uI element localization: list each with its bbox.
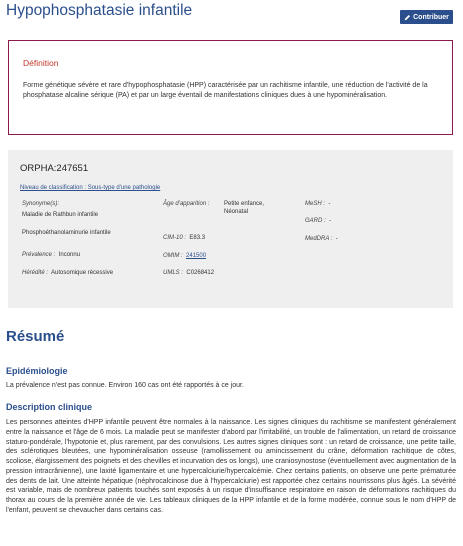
onset-value: Petite enfance, Néonatal [224,201,265,215]
contribute-button[interactable] [400,10,453,24]
classification-link[interactable]: Niveau de classification : Sous-type d'une pathologie [20,185,161,191]
mesh-field: MeSH : - [305,201,331,207]
orpha-code: ORPHA:247651 [20,163,89,174]
clinical-description-title: Description clinique [6,402,93,412]
umls-field: UMLS : C0268412 [163,270,215,276]
epidemiology-text: La prévalence n'est pas connue. Environ 160 cas ont été rapportés à ce jour. [6,382,244,389]
epidemiology-title: Epidémiologie [6,366,68,376]
contribute-label: Contribuer [413,13,449,21]
page-title: Hypophosphatasie infantile [6,2,193,19]
synonym-item: Phosphoéthanolaminurie infantile [22,230,111,236]
summary-title: Résumé [6,328,65,345]
prevalence-field: Prévalence : Inconnu [22,252,81,258]
definition-box [8,40,453,135]
clinical-description-text: Les personnes atteintes d'HPP infantile peuvent être normales à la naissance. Les signes cliniques du rachitisme se manifestent généralement entre la naissance et l'âge de 6 mois. La maladie peut se manifester d'abord par l'irritabilité, un trouble de l'alimentation, un retard de croissance staturo-pondérale, l'hypotonie et, plus rarement, par des convulsions. Les autres signes cliniques sont : un retard de croissance, une petite taille, des sclérotiques bleutées, une hypominéralisation osseuse (ramollissement ou amincissement du crâne, déformation rachitique de côtes, scoliose, élargissement des poignets et des chevilles et incurvation des os longs), une craniosynostose (éventuellement avec augmentation de la pression intracrânienne), une laxité ligamentaire et une hypercalciurie/hypercalcémie. Chez certains patients, on observe une perte prématurée des dents de lait. Une atteinte hépatique (néphrocalcinose due à l'hypercalciurie) est rapportée chez certains nourrissons plus âgés. La sévérité est variable, mais de nombreux patients touchés sont exposés à un risque d'insuffisance respiratoire en raison de déformations rachitiques du thorax au cours de la première année de vie. Les tableaux cliniques de la HPP infantile et de la forme modérée, connue sous le nom d'HPP de l'enfant, peuvent se chevaucher dans certains cas. [6,419,456,514]
gard-field: GARD : - [305,218,332,224]
synonyms-label: Synonyme(s): [22,201,60,207]
info-panel [8,150,453,308]
definition-text: Forme génétique sévère et rare d'hypophosphatasie (HPP) caractérisée par un rachitisme infantile, une réduction de l'activité de la phosphatase alcaline sérique (PA) et par un large éventail de manifestations cliniques dues à une hypominéralisation. [23,82,428,99]
onset-label: Âge d'apparition : [163,201,210,207]
pencil-icon [404,14,411,21]
definition-title: Définition [23,58,59,68]
heredity-field: Hérédité : Autosomique récessive [22,270,114,276]
omim-field: OMIM : 241500 [163,253,207,259]
omim-link[interactable]: 241500 [186,253,207,259]
cim-field: CIM-10 : E83.3 [163,235,206,241]
meddra-field: MedDRA : - [305,236,338,242]
synonym-item: Maladie de Rathbun infantile [22,212,99,218]
